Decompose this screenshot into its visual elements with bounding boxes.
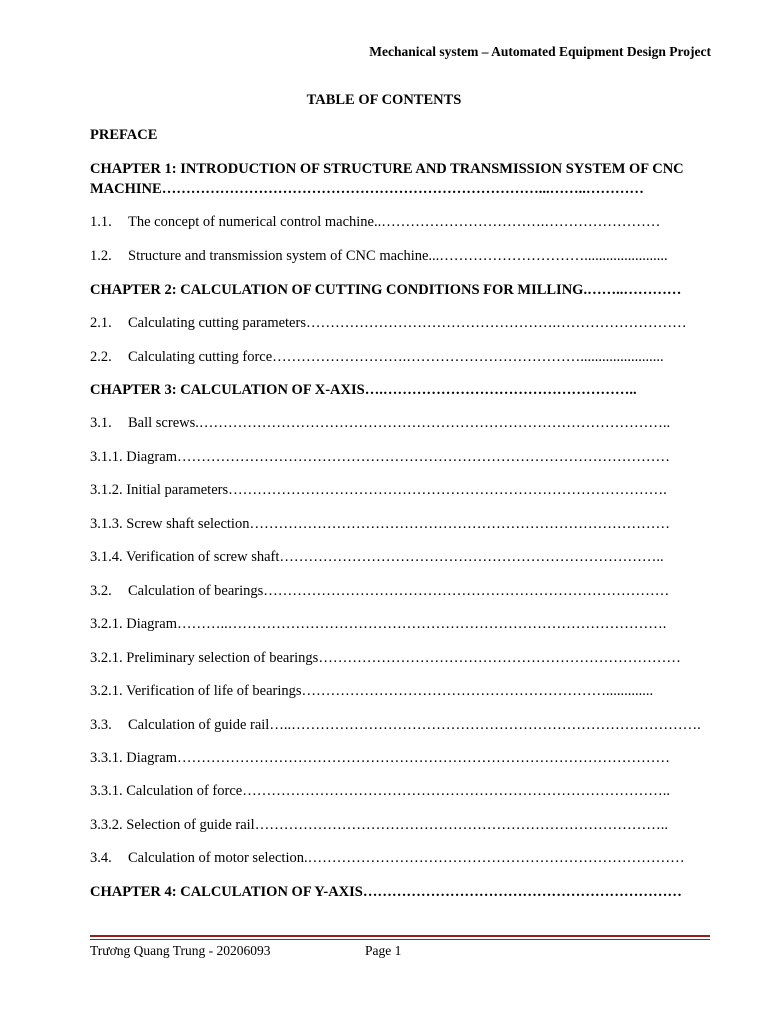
toc-entry-3-4 bbox=[90, 848, 710, 868]
footer-rule bbox=[90, 935, 710, 937]
toc-entry-1-2 bbox=[90, 246, 710, 266]
toc-entry-text: Ball screws.…………………………………………………………………………………….. bbox=[128, 415, 671, 431]
toc-entry-text: The concept of numerical control machine..…………………………….…………………… bbox=[128, 214, 661, 230]
toc-chapter-3: CHAPTER 3: CALCULATION OF X-AXIS….…………………………………………….. bbox=[90, 382, 637, 398]
toc-entry-number: 1.2. bbox=[90, 248, 112, 264]
toc-entry-3-2-1-verification: 3.2.1. Verification of life of bearings………………………………………………………............. bbox=[90, 683, 654, 699]
toc-entry-3-1-1: 3.1.1. Diagram………………………………………………………………………………………… bbox=[90, 449, 670, 465]
toc-entry-3-2-1-diagram: 3.2.1. Diagram………..………………………………………………………………………………. bbox=[90, 616, 667, 632]
toc-entry-text: Calculating cutting parameters…………………………………………….……………………… bbox=[128, 315, 687, 331]
page-title: TABLE OF CONTENTS bbox=[306, 92, 462, 108]
toc-entry-text: Calculation of guide rail…..…………………………………………………………………………. bbox=[128, 717, 701, 733]
toc-entry-number: 3.1. bbox=[90, 415, 112, 431]
toc-entry-text: Structure and transmission system of CNC machine...…………………………....................... bbox=[128, 248, 668, 264]
toc-entry-3-3-2: 3.3.2. Selection of guide rail………………………………………………………………………….. bbox=[90, 817, 668, 833]
toc-entry-number: 2.2. bbox=[90, 349, 112, 365]
toc-entry-number: 1.1. bbox=[90, 214, 112, 230]
footer-author: Trương Quang Trung - 20206093 bbox=[90, 943, 271, 958]
toc-entry-3-1-3: 3.1.3. Screw shaft selection…………………………………………………………………………… bbox=[90, 516, 670, 532]
toc-entry-3-2-1-preliminary: 3.2.1. Preliminary selection of bearings………………………………………………………………… bbox=[90, 650, 681, 666]
toc-entry-number: 2.1. bbox=[90, 315, 112, 331]
toc-entry-3-1-4: 3.1.4. Verification of screw shaft…………………………………………………………………….. bbox=[90, 549, 664, 565]
toc-entry-2-1 bbox=[90, 313, 710, 333]
toc-entry-3-2 bbox=[90, 581, 710, 601]
toc-entry-3-3-1-force: 3.3.1. Calculation of force…………………………………………………………………………….. bbox=[90, 783, 670, 799]
running-header: Mechanical system – Automated Equipment Design Project bbox=[369, 44, 711, 59]
toc-entry-1-1 bbox=[90, 212, 710, 232]
toc-chapter-1-line-1: CHAPTER 1: INTRODUCTION OF STRUCTURE AND TRANSMISSION SYSTEM OF CNC bbox=[90, 161, 684, 177]
footer-page-number: Page 1 bbox=[365, 943, 402, 958]
toc-entry-number: 3.2. bbox=[90, 583, 112, 599]
toc-entry-number: 3.4. bbox=[90, 850, 112, 866]
toc-entry-3-1-2: 3.1.2. Initial parameters………………………………………………………………………………. bbox=[90, 482, 667, 498]
toc-entry-text: Calculation of motor selection.…………………………………………………………………… bbox=[128, 850, 685, 866]
toc-chapter-1-line-2: MACHINE……………………………………………………………………...……..………… bbox=[90, 181, 644, 197]
footer-rule-thin bbox=[90, 939, 710, 940]
toc-entry-2-2 bbox=[90, 347, 710, 367]
toc-chapter-4: CHAPTER 4: CALCULATION OF Y-AXIS………………………………………………………… bbox=[90, 884, 682, 900]
toc-chapter-2: CHAPTER 2: CALCULATION OF CUTTING CONDITIONS FOR MILLING.……..………… bbox=[90, 282, 682, 298]
toc-entry-3-3 bbox=[90, 715, 710, 735]
toc-entry-text: Calculating cutting force……………………….………………………………....................... bbox=[128, 349, 664, 365]
toc-entry-number: 3.3. bbox=[90, 717, 112, 733]
toc-preface: PREFACE bbox=[90, 127, 158, 143]
toc-entry-text: Calculation of bearings………………………………………………………………………… bbox=[128, 583, 670, 599]
toc-entry-3-3-1-diagram: 3.3.1. Diagram………………………………………………………………………………………… bbox=[90, 750, 670, 766]
toc-entry-3-1 bbox=[90, 413, 710, 433]
